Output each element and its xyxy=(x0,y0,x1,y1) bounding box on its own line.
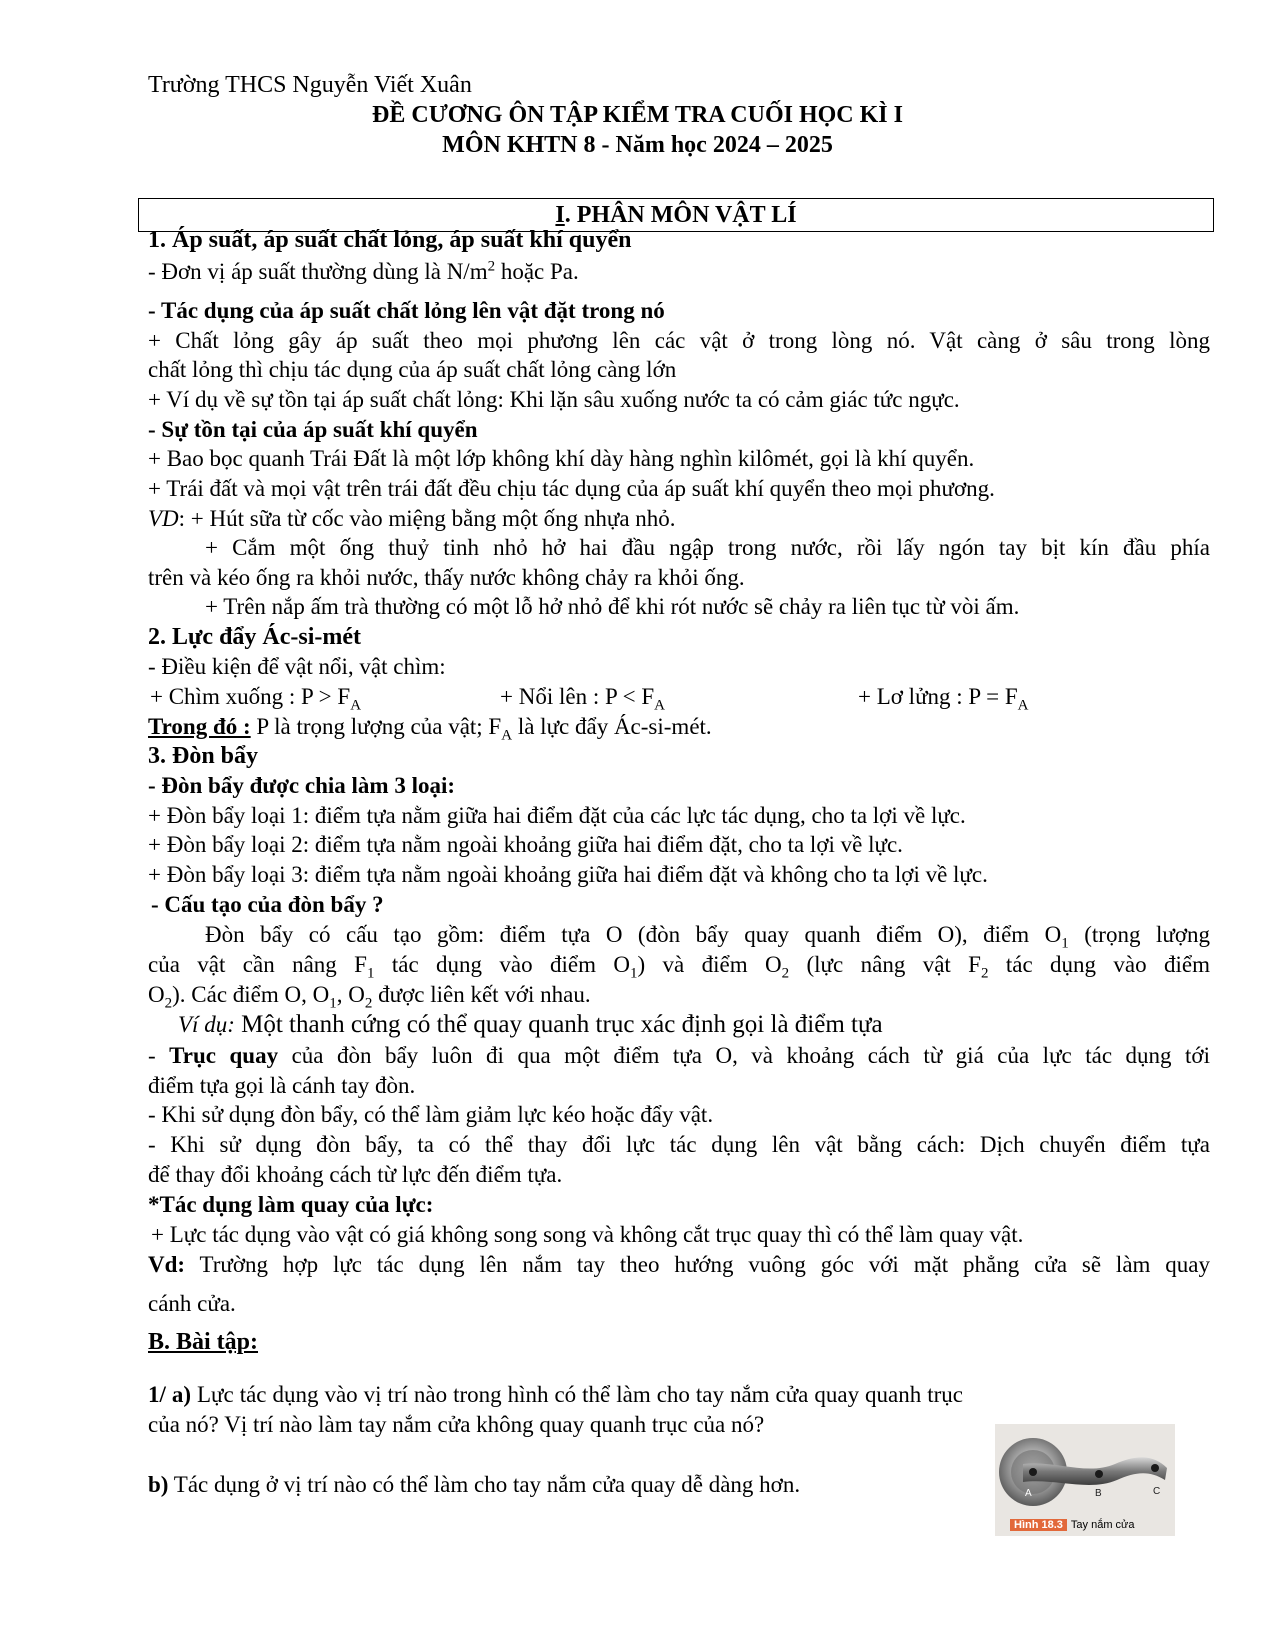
rotation-example-b: cánh cửa. xyxy=(148,1291,236,1316)
lever-type-1: + Đòn bẩy loại 1: điểm tựa nằm giữa hai điểm đặt của các lực tác dụng, cho ta lợi về lực. xyxy=(148,803,966,828)
document-title: ĐỀ CƯƠNG ÔN TẬP KIỂM TRA CUỐI HỌC KÌ I xyxy=(372,102,903,128)
cond-sink: + Chìm xuống : $P > F_A$ xyxy=(150,684,362,714)
where-line: Trong đó : P là trọng lượng của vật; $F_A$ là lực đẩy Ác-si-mét. xyxy=(148,714,712,744)
heading-lever: 3. Đòn bẩy xyxy=(148,743,259,769)
heading-atmospheric: - Sự tồn tại của áp suất khí quyển xyxy=(148,417,478,442)
structure-line-3: $O_2$). Các điểm O, $O_1$, $O_2$ được liên kết với nhau. xyxy=(148,982,591,1012)
liquid-text-1b: chất lỏng thì chịu tác dụng của áp suất chất lỏng càng lớn xyxy=(148,357,677,382)
cond-suspend: + Lơ lửng : $P = F_A$ xyxy=(858,684,1029,714)
point-b-label: B xyxy=(1095,1488,1102,1499)
lever-type-3: + Đòn bẩy loại 3: điểm tựa nằm ngoài khoảng giữa hai điểm đặt và không cho ta lợi về lực. xyxy=(148,862,988,887)
heading-liquid-pressure: - Tác dụng của áp suất chất lỏng lên vật đặt trong nó xyxy=(148,298,665,323)
heading-archimedes: 2. Lực đẩy Ác-si-mét xyxy=(148,624,362,650)
lever-type-2: + Đòn bẩy loại 2: điểm tựa nằm ngoài khoảng giữa hai điểm đặt, cho ta lợi về lực. xyxy=(148,832,903,857)
lever-example: Ví dụ: Một thanh cứng có thể quay quanh trục xác định gọi là điểm tựa xyxy=(178,1011,883,1038)
vd-line-2a: + Cắm một ống thuỷ tinh nhỏ hở hai đầu ngập trong nước, rồi lấy ngón tay bịt kín đầu phía xyxy=(205,535,1210,560)
figure-caption xyxy=(1010,1518,1135,1532)
use-line-2b: để thay đổi khoảng cách từ lực đến điểm tựa. xyxy=(148,1162,563,1187)
section-header-physics: I. PHÂN MÔN VẬT LÍ xyxy=(138,198,1214,232)
heading-rotation: *Tác dụng làm quay của lực: xyxy=(148,1192,434,1217)
exercises-heading: B. Bài tập: xyxy=(148,1329,259,1355)
axis-line-2: điểm tựa gọi là cánh tay đòn. xyxy=(148,1073,416,1098)
liquid-text-1a: + Chất lỏng gây áp suất theo mọi phương lên các vật ở trong lòng nó. Vật càng ở sâu trong lòng xyxy=(148,328,1210,353)
pressure-unit: - Đơn vị áp suất thường dùng là $N/m^2$ hoặc Pa. xyxy=(148,258,579,284)
exercise-1a: 1/ a) Lực tác dụng vào vị trí nào trong hình có thể làm cho tay nắm cửa quay quanh trục của nó? Vị trí nào làm tay nắm cửa không quay quanh trục của nó? xyxy=(148,1382,963,1437)
use-line-1: - Khi sử dụng đòn bẩy, có thể làm giảm lực kéo hoặc đẩy vật. xyxy=(148,1102,714,1127)
axis-line-1: - Trục quay của đòn bẩy luôn đi qua một điểm tựa O, và khoảng cách từ giá của lực tác dụng tới xyxy=(148,1043,1210,1068)
structure-line-2: của vật cần nâng $F_1$ tác dụng vào điểm $O_1$) và điểm $O_2$ (lực nâng vật $F_2$ tác dụng vào điểm xyxy=(148,952,1211,982)
structure-line-1: Đòn bẩy có cấu tạo gồm: điểm tựa O (đòn bẩy quay quanh điểm O), điểm $O_1$ (trọng lượng xyxy=(205,922,1210,952)
heading-pressure: 1. Áp suất, áp suất chất lỏng, áp suất khí quyển xyxy=(148,227,632,253)
point-c-label: C xyxy=(1153,1486,1161,1497)
heading-lever-structure: - Cấu tạo của đòn bẩy ? xyxy=(151,892,384,917)
document-subtitle: MÔN KHTN 8 - Năm học 2024 – 2025 xyxy=(442,132,833,158)
point-a-label: A xyxy=(1025,1488,1032,1499)
use-line-2a: - Khi sử dụng đòn bẩy, ta có thể thay đổi lực tác dụng lên vật bằng cách: Dịch chuyển điểm tựa xyxy=(148,1132,1210,1157)
point-a-dot xyxy=(1029,1468,1037,1476)
point-c-dot xyxy=(1151,1464,1159,1472)
figure-caption-text: Tay nắm cửa xyxy=(1070,1519,1135,1531)
school-name: Trường THCS Nguyễn Viết Xuân xyxy=(148,72,472,98)
vd-line-1: VD: + Hút sữa từ cốc vào miệng bằng một ống nhựa nhỏ. xyxy=(148,506,676,531)
rotation-line: + Lực tác dụng vào vật có giá không song song và không cắt trục quay thì có thể làm quay vật. xyxy=(151,1222,1024,1247)
point-b-dot xyxy=(1095,1470,1103,1478)
atm-text-2: + Trái đất và mọi vật trên trái đất đều chịu tác dụng của áp suất khí quyển theo mọi phương. xyxy=(148,476,995,501)
vd-line-2b: trên và kéo ống ra khỏi nước, thấy nước không chảy ra khỏi ống. xyxy=(148,565,745,590)
figure-tag: Hình 18.3 xyxy=(1010,1519,1067,1531)
float-condition: - Điều kiện để vật nổi, vật chìm: xyxy=(148,654,446,679)
cond-float: + Nổi lên : $P < F_A$ xyxy=(500,684,666,714)
exercise-1b: b) Tác dụng ở vị trí nào có thể làm cho tay nắm cửa quay dễ dàng hơn. xyxy=(148,1472,801,1497)
liquid-text-2: + Ví dụ về sự tồn tại áp suất chất lỏng: Khi lặn sâu xuống nước ta có cảm giác tức ngực. xyxy=(148,387,960,412)
vd-line-3: + Trên nắp ấm trà thường có một lỗ hở nhỏ để khi rót nước sẽ chảy ra liên tục từ vòi ấm. xyxy=(205,594,1020,619)
rotation-example-a: Vd: Trường hợp lực tác dụng lên nắm tay theo hướng vuông góc với mặt phẳng cửa sẽ làm quay xyxy=(148,1252,1210,1277)
atm-text-1: + Bao bọc quanh Trái Đất là một lớp không khí dày hàng nghìn kilômét, gọi là khí quyển. xyxy=(148,446,975,471)
heading-lever-types: - Đòn bẩy được chia làm 3 loại: xyxy=(148,773,456,798)
